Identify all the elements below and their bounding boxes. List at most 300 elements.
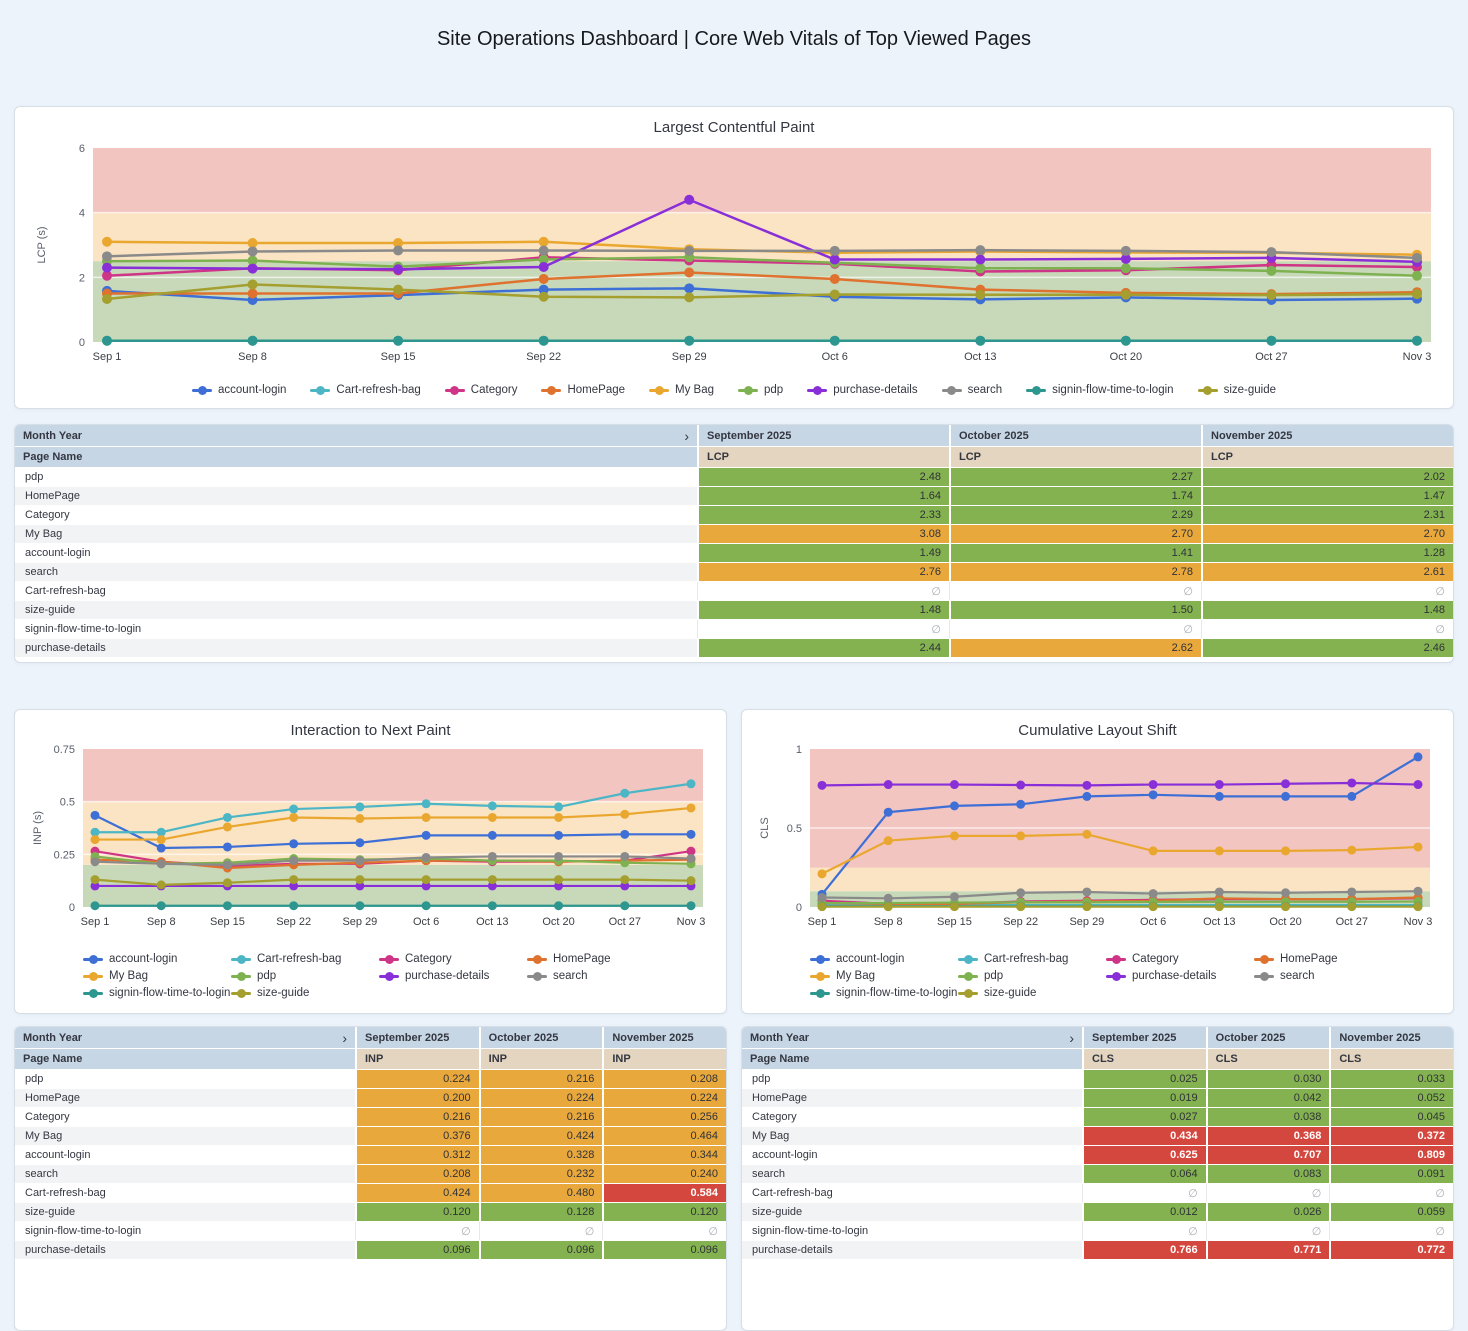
- cls-chart-xtick: Oct 27: [1335, 916, 1368, 928]
- metric-value-cell: ∅: [355, 1222, 479, 1240]
- metric-value-cell: 1.49: [697, 544, 949, 562]
- month-year-header: [15, 425, 697, 446]
- table-row: [15, 486, 1453, 505]
- lcp-chart-xtick: Oct 20: [1109, 351, 1143, 363]
- inp-chart-title: Interaction to Next Paint: [290, 722, 451, 739]
- metric-value-cell: ∅: [1082, 1222, 1206, 1240]
- table-row: [15, 638, 1453, 657]
- legend-item-search[interactable]: [527, 970, 675, 982]
- page-name-cell: Cart-refresh-bag: [15, 1184, 355, 1202]
- legend-item-signin-flow-time-to-login[interactable]: [810, 987, 958, 999]
- chevron-right-icon[interactable]: ›: [684, 427, 689, 444]
- page-name-header: Page Name: [15, 1048, 355, 1069]
- lcp-chart-panel: [14, 106, 1454, 409]
- legend-item-pdp[interactable]: [231, 970, 379, 982]
- chevron-right-icon[interactable]: ›: [342, 1029, 347, 1046]
- legend-marker-icon: [83, 954, 103, 965]
- metric-value-cell: 2.02: [1201, 468, 1453, 486]
- metric-value-cell: 0.030: [1206, 1070, 1330, 1088]
- legend-label: size-guide: [1223, 384, 1276, 396]
- page-name-cell: Category: [15, 1108, 355, 1126]
- metric-value-cell: 0.240: [602, 1165, 726, 1183]
- lcp-chart-xtick: Sep 1: [92, 351, 122, 363]
- inp-chart: [27, 743, 714, 947]
- legend-label: pdp: [257, 970, 277, 982]
- table-row: [15, 562, 1453, 581]
- legend-label: Category: [470, 384, 518, 396]
- month-year-label: Month Year: [23, 1031, 83, 1044]
- legend-marker-icon: [1254, 971, 1274, 982]
- page-name-cell: account-login: [742, 1146, 1082, 1164]
- table-row: [15, 524, 1453, 543]
- legend-label: HomePage: [1280, 953, 1338, 965]
- legend-marker-icon: [83, 988, 103, 999]
- metric-value-cell: 0.096: [602, 1241, 726, 1259]
- table-row: [742, 1088, 1453, 1107]
- metric-value-cell: 0.376: [355, 1127, 479, 1145]
- metric-value-cell: 0.091: [1329, 1165, 1453, 1183]
- lcp-chart-xtick: Sep 29: [671, 351, 707, 363]
- page-name-cell: HomePage: [15, 487, 697, 505]
- legend-label: Cart-refresh-bag: [984, 953, 1069, 965]
- metric-value-cell: 0.809: [1329, 1146, 1453, 1164]
- metric-value-cell: 0.344: [602, 1146, 726, 1164]
- legend-marker-icon: [958, 971, 978, 982]
- metric-value-cell: ∅: [479, 1222, 603, 1240]
- legend-marker-icon: [527, 954, 547, 965]
- metric-value-cell: 0.019: [1082, 1089, 1206, 1107]
- page-name-cell: search: [15, 1165, 355, 1183]
- cls-chart-xtick: Oct 6: [1139, 916, 1167, 928]
- inp-chart-ytick: 0.75: [53, 744, 75, 756]
- metric-value-cell: ∅: [1329, 1222, 1453, 1240]
- legend-marker-icon: [1026, 385, 1046, 396]
- metric-header: LCP: [697, 446, 949, 467]
- metric-value-cell: 2.70: [1201, 525, 1453, 543]
- table-row: [15, 1088, 726, 1107]
- metric-value-cell: 0.771: [1206, 1241, 1330, 1259]
- lcp-chart-xtick: Sep 15: [380, 351, 416, 363]
- lcp-chart-canvas[interactable]: [31, 140, 1437, 376]
- legend-label: HomePage: [553, 953, 611, 965]
- metric-header: CLS: [1082, 1048, 1206, 1069]
- lcp-chart-xtick: Oct 27: [1255, 351, 1288, 363]
- month-column-header: November 2025: [1201, 425, 1453, 446]
- lcp-chart-ytick: 6: [78, 143, 85, 155]
- legend-marker-icon: [231, 954, 251, 965]
- metric-value-cell: 0.027: [1082, 1108, 1206, 1126]
- metric-value-cell: ∅: [1206, 1184, 1330, 1202]
- lcp-chart-ytick: 2: [78, 272, 85, 285]
- metric-value-cell: 1.64: [697, 487, 949, 505]
- legend-label: size-guide: [984, 987, 1037, 999]
- table-row: [742, 1107, 1453, 1126]
- legend-marker-icon: [738, 385, 758, 396]
- metric-header: INP: [602, 1048, 726, 1069]
- cls-chart-ytick: 1: [795, 744, 802, 756]
- legend-marker-icon: [1106, 971, 1126, 982]
- metric-value-cell: 0.766: [1082, 1241, 1206, 1259]
- legend-label: signin-flow-time-to-login: [109, 987, 231, 999]
- metric-table: [742, 1027, 1453, 1259]
- table-row: [742, 1164, 1453, 1183]
- metric-table: [15, 1027, 726, 1259]
- legend-label: My Bag: [109, 970, 148, 982]
- month-column-header: November 2025: [602, 1027, 726, 1048]
- legend-item-HomePage[interactable]: [1254, 953, 1402, 965]
- metric-value-cell: 0.120: [602, 1203, 726, 1221]
- page-name-header: Page Name: [15, 446, 697, 467]
- metric-value-cell: 1.47: [1201, 487, 1453, 505]
- table-row: [742, 1202, 1453, 1221]
- legend-item-HomePage[interactable]: [541, 384, 625, 396]
- cls-table-panel: [741, 1026, 1454, 1331]
- legend-item-account-login[interactable]: [192, 384, 286, 396]
- month-year-header: [15, 1027, 355, 1048]
- legend-label: Cart-refresh-bag: [336, 384, 421, 396]
- legend-item-account-login[interactable]: [810, 953, 958, 965]
- legend-marker-icon: [379, 954, 399, 965]
- legend-marker-icon: [810, 954, 830, 965]
- legend-marker-icon: [1198, 385, 1218, 396]
- cls-chart-xtick: Sep 22: [1003, 916, 1039, 928]
- metric-table: [15, 425, 1453, 657]
- month-column-header: November 2025: [1329, 1027, 1453, 1048]
- table-row: [15, 1164, 726, 1183]
- metric-value-cell: 0.038: [1206, 1108, 1330, 1126]
- legend-label: HomePage: [567, 384, 626, 396]
- metric-value-cell: ∅: [949, 620, 1201, 638]
- legend-label: search: [967, 384, 1003, 396]
- metric-value-cell: 0.200: [355, 1089, 479, 1107]
- metric-value-cell: 0.464: [602, 1127, 726, 1145]
- metric-header: LCP: [949, 446, 1201, 467]
- lcp-chart-xtick: Oct 6: [821, 351, 848, 363]
- legend-marker-icon: [83, 971, 103, 982]
- legend-marker-icon: [231, 988, 251, 999]
- page-name-cell: My Bag: [742, 1127, 1082, 1145]
- metric-value-cell: 2.31: [1201, 506, 1453, 524]
- metric-value-cell: 0.772: [1329, 1241, 1453, 1259]
- inp-chart-ylabel: INP (s): [32, 810, 44, 846]
- cls-chart-xtick: Sep 15: [937, 916, 972, 928]
- legend-item-account-login[interactable]: [83, 953, 231, 965]
- metric-value-cell: 0.216: [479, 1108, 603, 1126]
- legend-marker-icon: [445, 385, 465, 396]
- legend-item-Category[interactable]: [379, 953, 527, 965]
- metric-header: INP: [355, 1048, 479, 1069]
- legend-marker-icon: [810, 971, 830, 982]
- legend-item-search[interactable]: [1254, 970, 1402, 982]
- metric-value-cell: 1.28: [1201, 544, 1453, 562]
- legend-marker-icon: [1254, 954, 1274, 965]
- metric-value-cell: 0.064: [1082, 1165, 1206, 1183]
- legend-item-signin-flow-time-to-login[interactable]: [1026, 384, 1173, 396]
- cls-chart-ylabel: CLS: [759, 817, 771, 839]
- month-column-header: September 2025: [355, 1027, 479, 1048]
- metric-value-cell: 2.62: [949, 639, 1201, 657]
- metric-value-cell: 0.012: [1082, 1203, 1206, 1221]
- legend-item-Cart-refresh-bag[interactable]: [958, 953, 1106, 965]
- table-row: [15, 619, 1453, 638]
- inp-chart-xtick: Sep 29: [342, 916, 378, 928]
- legend-label: Cart-refresh-bag: [257, 953, 342, 965]
- inp-chart-ytick: 0.5: [59, 796, 75, 809]
- table-row: [15, 1107, 726, 1126]
- legend-item-purchase-details[interactable]: [379, 970, 527, 982]
- cls-chart-xtick: Sep 29: [1069, 916, 1105, 928]
- cls-chart-panel: [741, 709, 1454, 1014]
- table-row: [15, 543, 1453, 562]
- page-name-cell: signin-flow-time-to-login: [742, 1222, 1082, 1240]
- metric-value-cell: ∅: [697, 582, 949, 600]
- inp-chart-panel: [14, 709, 727, 1014]
- lcp-chart-legend: [31, 384, 1437, 396]
- legend-marker-icon: [649, 385, 669, 396]
- metric-value-cell: 0.026: [1206, 1203, 1330, 1221]
- legend-label: pdp: [984, 970, 1004, 982]
- legend-item-purchase-details[interactable]: [807, 384, 917, 396]
- metric-value-cell: 0.025: [1082, 1070, 1206, 1088]
- metric-value-cell: 0.216: [355, 1108, 479, 1126]
- legend-marker-icon: [958, 988, 978, 999]
- legend-item-HomePage[interactable]: [527, 953, 675, 965]
- legend-marker-icon: [192, 385, 212, 396]
- metric-value-cell: 0.424: [479, 1127, 603, 1145]
- page-title: Site Operations Dashboard | Core Web Vitals of Top Viewed Pages: [436, 28, 1032, 50]
- metric-value-cell: 1.48: [697, 601, 949, 619]
- metric-value-cell: 0.584: [602, 1184, 726, 1202]
- inp-chart-xtick: Oct 27: [608, 916, 641, 928]
- table-row: [742, 1183, 1453, 1202]
- inp-chart-xtick: Nov 3: [676, 916, 706, 928]
- table-row: [15, 581, 1453, 600]
- cls-chart-ytick: 0.5: [786, 823, 802, 835]
- table-row: [15, 1240, 726, 1259]
- lcp-chart-title: Largest Contentful Paint: [653, 119, 815, 136]
- metric-value-cell: 0.083: [1206, 1165, 1330, 1183]
- page-name-cell: purchase-details: [742, 1241, 1082, 1259]
- table-row: [15, 1126, 726, 1145]
- metric-value-cell: 0.232: [479, 1165, 603, 1183]
- legend-item-pdp[interactable]: [958, 970, 1106, 982]
- page-name-cell: size-guide: [15, 1203, 355, 1221]
- page-name-cell: pdp: [15, 1070, 355, 1088]
- legend-item-Category[interactable]: [1106, 953, 1254, 965]
- bottom-tables-row: [14, 1026, 1454, 1331]
- metric-value-cell: 2.46: [1201, 639, 1453, 657]
- legend-item-search[interactable]: [942, 384, 1003, 396]
- metric-value-cell: 0.128: [479, 1203, 603, 1221]
- table-row: [742, 1221, 1453, 1240]
- lcp-chart-ytick: 0: [78, 337, 85, 349]
- metric-value-cell: ∅: [697, 620, 949, 638]
- legend-item-Cart-refresh-bag[interactable]: [310, 384, 420, 396]
- lcp-chart-xtick: Oct 13: [964, 351, 997, 363]
- page-name-cell: Cart-refresh-bag: [15, 582, 697, 600]
- page-name-cell: pdp: [15, 468, 697, 486]
- page-name-cell: account-login: [15, 1146, 355, 1164]
- legend-marker-icon: [958, 954, 978, 965]
- page-name-cell: pdp: [742, 1070, 1082, 1088]
- month-year-label: Month Year: [23, 429, 83, 442]
- table-row: [742, 1069, 1453, 1088]
- page-name-cell: My Bag: [15, 525, 697, 543]
- metric-value-cell: ∅: [1201, 620, 1453, 638]
- legend-label: purchase-details: [1132, 970, 1217, 982]
- inp-chart-xtick: Sep 1: [80, 916, 110, 928]
- inp-chart-xtick: Oct 20: [542, 916, 575, 928]
- legend-item-My Bag[interactable]: [810, 970, 958, 982]
- metric-value-cell: 0.224: [355, 1070, 479, 1088]
- page-name-cell: HomePage: [15, 1089, 355, 1107]
- table-row: [742, 1126, 1453, 1145]
- metric-value-cell: 0.059: [1329, 1203, 1453, 1221]
- inp-chart-ytick: 0: [68, 902, 75, 914]
- page-name-cell: HomePage: [742, 1089, 1082, 1107]
- metric-value-cell: ∅: [1206, 1222, 1330, 1240]
- cls-chart-xtick: Sep 1: [807, 916, 837, 928]
- page-name-cell: account-login: [15, 544, 697, 562]
- chevron-right-icon[interactable]: ›: [1069, 1029, 1074, 1046]
- table-row: [742, 1145, 1453, 1164]
- metric-value-cell: 0.312: [355, 1146, 479, 1164]
- table-row: [742, 1240, 1453, 1259]
- page-name-cell: Cart-refresh-bag: [742, 1184, 1082, 1202]
- metric-header: CLS: [1329, 1048, 1453, 1069]
- cls-chart-canvas[interactable]: [754, 743, 1440, 947]
- cls-chart-xtick: Oct 20: [1269, 916, 1302, 928]
- legend-label: Category: [1132, 953, 1179, 965]
- cls-chart-legend: [810, 953, 1441, 999]
- month-column-header: October 2025: [479, 1027, 603, 1048]
- legend-item-signin-flow-time-to-login[interactable]: [83, 987, 231, 999]
- inp-chart-canvas[interactable]: [27, 743, 713, 947]
- legend-label: search: [553, 970, 588, 982]
- legend-item-size-guide[interactable]: [231, 987, 379, 999]
- page-name-cell: signin-flow-time-to-login: [15, 1222, 355, 1240]
- metric-value-cell: 0.625: [1082, 1146, 1206, 1164]
- metric-value-cell: 0.052: [1329, 1089, 1453, 1107]
- metric-value-cell: 1.48: [1201, 601, 1453, 619]
- metric-value-cell: 0.368: [1206, 1127, 1330, 1145]
- metric-value-cell: 0.120: [355, 1203, 479, 1221]
- lcp-chart-ytick: 4: [78, 207, 85, 220]
- legend-item-My Bag[interactable]: [649, 384, 714, 396]
- legend-item-My Bag[interactable]: [83, 970, 231, 982]
- lcp-chart-xtick: Nov 3: [1402, 351, 1432, 363]
- metric-value-cell: 0.208: [355, 1165, 479, 1183]
- metric-value-cell: 0.256: [602, 1108, 726, 1126]
- metric-value-cell: 0.096: [355, 1241, 479, 1259]
- lcp-chart-xtick: Sep 22: [526, 351, 562, 363]
- inp-chart-xtick: Oct 13: [476, 916, 509, 928]
- metric-value-cell: 0.424: [355, 1184, 479, 1202]
- legend-item-Category[interactable]: [445, 384, 518, 396]
- legend-label: signin-flow-time-to-login: [836, 987, 958, 999]
- legend-label: purchase-details: [405, 970, 490, 982]
- metric-value-cell: 2.70: [949, 525, 1201, 543]
- legend-label: pdp: [764, 384, 784, 396]
- metric-value-cell: 2.27: [949, 468, 1201, 486]
- legend-marker-icon: [810, 988, 830, 999]
- page-name-cell: search: [15, 563, 697, 581]
- page-name-cell: purchase-details: [15, 639, 697, 657]
- metric-header: LCP: [1201, 446, 1453, 467]
- legend-item-size-guide[interactable]: [1198, 384, 1276, 396]
- table-row: [15, 1221, 726, 1240]
- metric-value-cell: 2.76: [697, 563, 949, 581]
- month-year-label: Month Year: [750, 1031, 810, 1044]
- inp-chart-xtick: Oct 6: [412, 916, 440, 928]
- legend-marker-icon: [310, 385, 330, 396]
- metric-value-cell: 0.434: [1082, 1127, 1206, 1145]
- page-name-cell: size-guide: [15, 601, 697, 619]
- cls-chart-title: Cumulative Layout Shift: [1018, 722, 1177, 739]
- cls-chart-xtick: Nov 3: [1403, 916, 1433, 928]
- page-name-cell: search: [742, 1165, 1082, 1183]
- metric-value-cell: ∅: [1201, 582, 1453, 600]
- page-name-cell: My Bag: [15, 1127, 355, 1145]
- metric-value-cell: 2.44: [697, 639, 949, 657]
- inp-table-panel: [14, 1026, 727, 1331]
- inp-chart-xtick: Sep 15: [210, 916, 245, 928]
- legend-marker-icon: [1106, 954, 1126, 965]
- metric-value-cell: 0.224: [602, 1089, 726, 1107]
- legend-label: size-guide: [257, 987, 310, 999]
- table-row: [15, 1069, 726, 1088]
- legend-label: account-login: [109, 953, 178, 965]
- metric-value-cell: 2.78: [949, 563, 1201, 581]
- metric-value-cell: 0.033: [1329, 1070, 1453, 1088]
- inp-chart-legend: [83, 953, 714, 999]
- page-name-cell: size-guide: [742, 1203, 1082, 1221]
- legend-item-Cart-refresh-bag[interactable]: [231, 953, 379, 965]
- legend-label: search: [1280, 970, 1315, 982]
- legend-item-size-guide[interactable]: [958, 987, 1106, 999]
- metric-value-cell: 0.042: [1206, 1089, 1330, 1107]
- metric-value-cell: 0.096: [479, 1241, 603, 1259]
- month-column-header: October 2025: [949, 425, 1201, 446]
- metric-value-cell: ∅: [1082, 1184, 1206, 1202]
- metric-value-cell: 1.74: [949, 487, 1201, 505]
- page-name-cell: signin-flow-time-to-login: [15, 620, 697, 638]
- legend-marker-icon: [942, 385, 962, 396]
- metric-value-cell: 1.41: [949, 544, 1201, 562]
- metric-header: INP: [479, 1048, 603, 1069]
- legend-item-pdp[interactable]: [738, 384, 783, 396]
- metric-value-cell: 0.707: [1206, 1146, 1330, 1164]
- metric-value-cell: 0.208: [602, 1070, 726, 1088]
- legend-marker-icon: [379, 971, 399, 982]
- metric-value-cell: 0.328: [479, 1146, 603, 1164]
- metric-value-cell: ∅: [602, 1222, 726, 1240]
- legend-marker-icon: [231, 971, 251, 982]
- legend-marker-icon: [807, 385, 827, 396]
- table-row: [15, 1183, 726, 1202]
- cls-chart-ytick: 0: [795, 902, 802, 914]
- legend-label: account-login: [836, 953, 905, 965]
- legend-item-purchase-details[interactable]: [1106, 970, 1254, 982]
- table-row: [15, 505, 1453, 524]
- inp-chart-ytick: 0.25: [53, 849, 75, 862]
- month-column-header: September 2025: [697, 425, 949, 446]
- metric-value-cell: 2.48: [697, 468, 949, 486]
- table-row: [15, 1145, 726, 1164]
- lcp-chart-ylabel: LCP (s): [36, 226, 48, 264]
- lcp-chart-xtick: Sep 8: [238, 351, 267, 363]
- month-year-header: [742, 1027, 1082, 1048]
